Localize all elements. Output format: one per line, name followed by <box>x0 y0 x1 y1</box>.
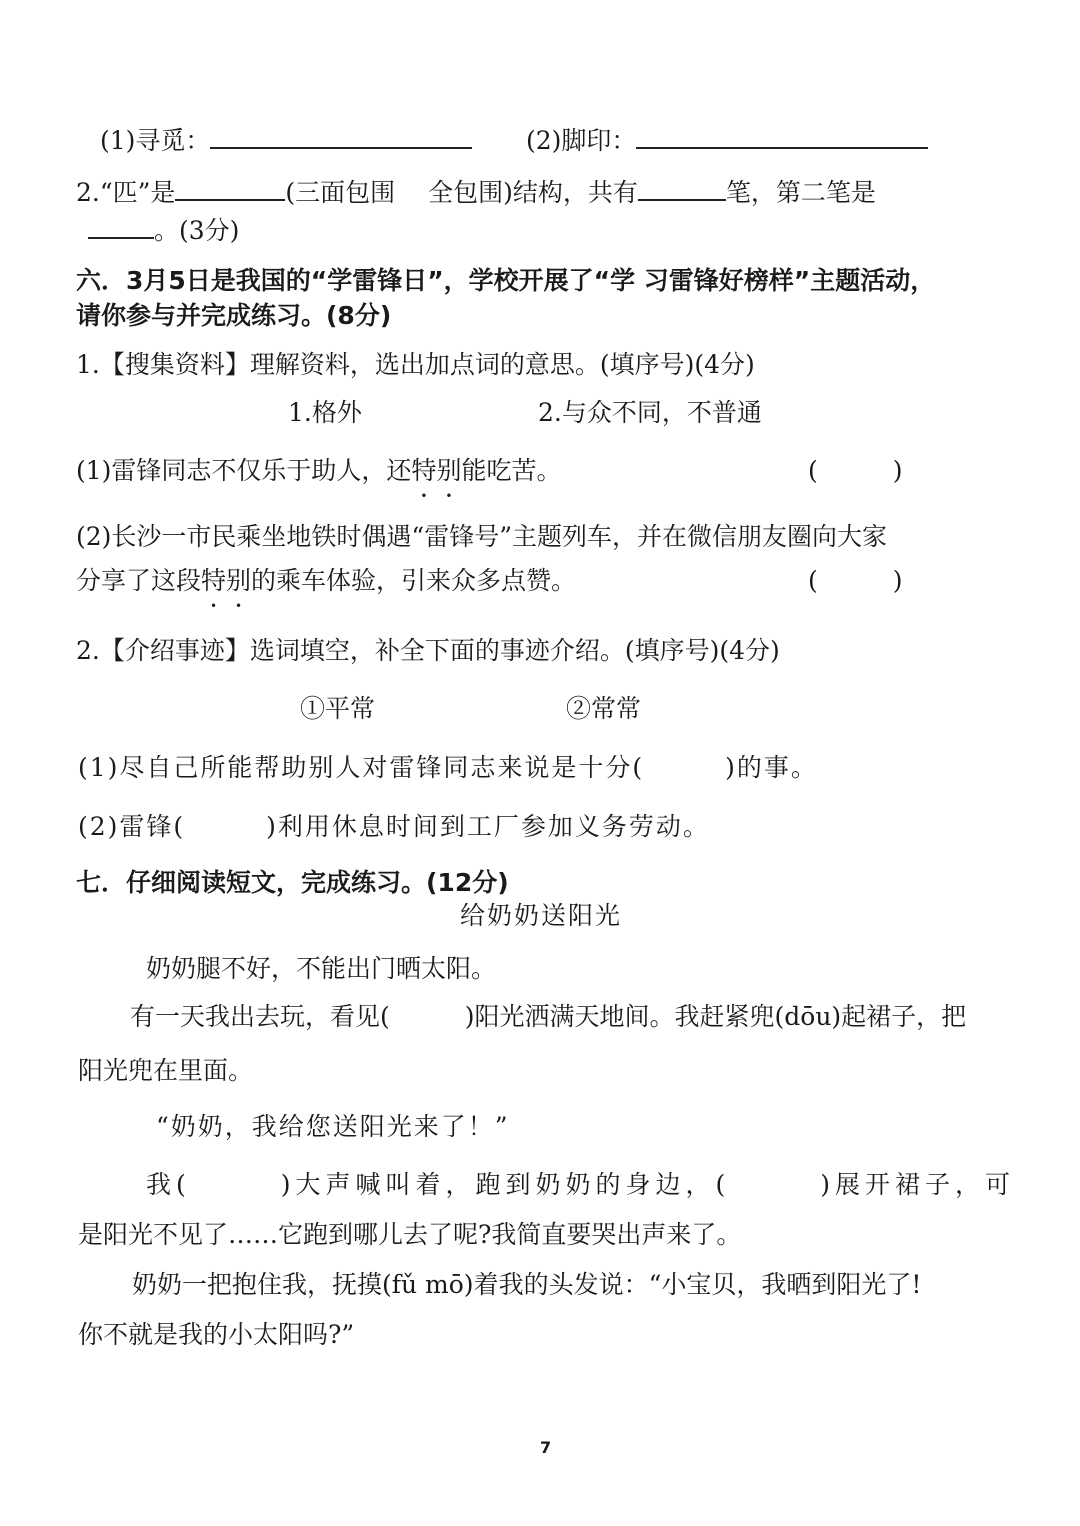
answer-blank[interactable] <box>88 215 154 239</box>
q5-q2-text-c: 笔，第二笔是 <box>725 178 876 207</box>
q6-fill1: (1)尽自己所能帮助别人对雷锋同志来说是十分( )的事。 <box>78 753 818 782</box>
q5-item1-label: (1)寻觅： <box>100 126 211 155</box>
q5-item2 <box>526 124 928 158</box>
dotted-char: 别 <box>226 566 252 595</box>
sentence-text: 能吃苦。 <box>461 456 562 485</box>
q5-q2-text-b: (三面包围 全包围)结构，共有 <box>285 178 638 207</box>
q5-question2-line1 <box>76 176 876 210</box>
sentence-text: (1)雷锋同志不仅乐于助人，还 <box>76 456 412 485</box>
q5-question2-line2 <box>88 214 239 248</box>
q6-sentence2-line2 <box>76 564 576 598</box>
answer-blank[interactable] <box>636 125 928 149</box>
q6-part1-option1: 1.格外 <box>288 398 362 427</box>
q5-q2-text-d: 。(3分) <box>154 216 240 245</box>
dotted-char: 特 <box>201 566 227 595</box>
answer-paren[interactable]: ( ) <box>808 456 903 485</box>
answer-paren[interactable]: ( ) <box>808 566 903 595</box>
q6-heading-line2: 请你参与并完成练习。(8分) <box>76 301 392 330</box>
q6-part2-option1: ①平常 <box>300 694 376 723</box>
dotted-char: 特 <box>411 456 437 485</box>
passage-title: 给奶奶送阳光 <box>460 901 623 930</box>
passage-paragraph-5-line1: 奶奶一把抱住我，抚摸(fǔ mō)着我的头发说：“小宝贝，我晒到阳光了! <box>132 1270 922 1299</box>
passage-paragraph-4-line2: 是阳光不见了……它跑到哪儿去了呢?我简直要哭出声来了。 <box>78 1220 742 1249</box>
passage-paragraph-4-line1: 我( )大声喊叫着，跑到奶奶的身边，( )展开裙子，可 <box>146 1170 1016 1199</box>
q7-heading: 七．仔细阅读短文，完成练习。(12分) <box>76 868 509 897</box>
dotted-char: 别 <box>436 456 462 485</box>
passage-paragraph-2-line1: 有一天我出去玩，看见( )阳光洒满天地间。我赶紧兜(dōu)起裙子，把 <box>130 1002 967 1031</box>
q5-item1 <box>100 124 472 158</box>
sentence-text: 的乘车体验，引来众多点赞。 <box>251 566 577 595</box>
q6-sentence2-line1: (2)长沙一市民乘坐地铁时偶遇“雷锋号”主题列车，并在微信朋友圈向大家 <box>76 522 887 551</box>
q6-part1-title: 1.【搜集资料】理解资料，选出加点词的意思。(填序号)(4分) <box>76 350 755 379</box>
passage-paragraph-2-line2: 阳光兜在里面。 <box>78 1056 254 1085</box>
answer-blank[interactable] <box>638 177 726 201</box>
q6-heading-line1: 六．3月5日是我国的“学雷锋日”，学校开展了“学 习雷锋好榜样”主题活动， <box>76 266 936 295</box>
passage-paragraph-3: “奶奶，我给您送阳光来了！” <box>156 1112 510 1141</box>
q6-part2-title: 2.【介绍事迹】选词填空，补全下面的事迹介绍。(填序号)(4分) <box>76 636 780 665</box>
passage-paragraph-1: 奶奶腿不好，不能出门晒太阳。 <box>146 954 497 983</box>
q6-part1-option2: 2.与众不同，不普通 <box>538 398 762 427</box>
answer-blank[interactable] <box>210 125 472 149</box>
page-number: 7 <box>540 1438 552 1457</box>
sentence-text: 分享了这段 <box>76 566 202 595</box>
q5-q2-text-a: 2.“匹”是 <box>76 178 176 207</box>
q5-item2-label: (2)脚印： <box>526 126 637 155</box>
passage-paragraph-5-line2: 你不就是我的小太阳吗?” <box>78 1320 355 1349</box>
q6-fill2: (2)雷锋( )利用休息时间到工厂参加义务劳动。 <box>78 812 710 841</box>
q6-sentence1 <box>76 454 561 488</box>
q6-part2-option2: ②常常 <box>566 694 642 723</box>
answer-blank[interactable] <box>175 177 285 201</box>
